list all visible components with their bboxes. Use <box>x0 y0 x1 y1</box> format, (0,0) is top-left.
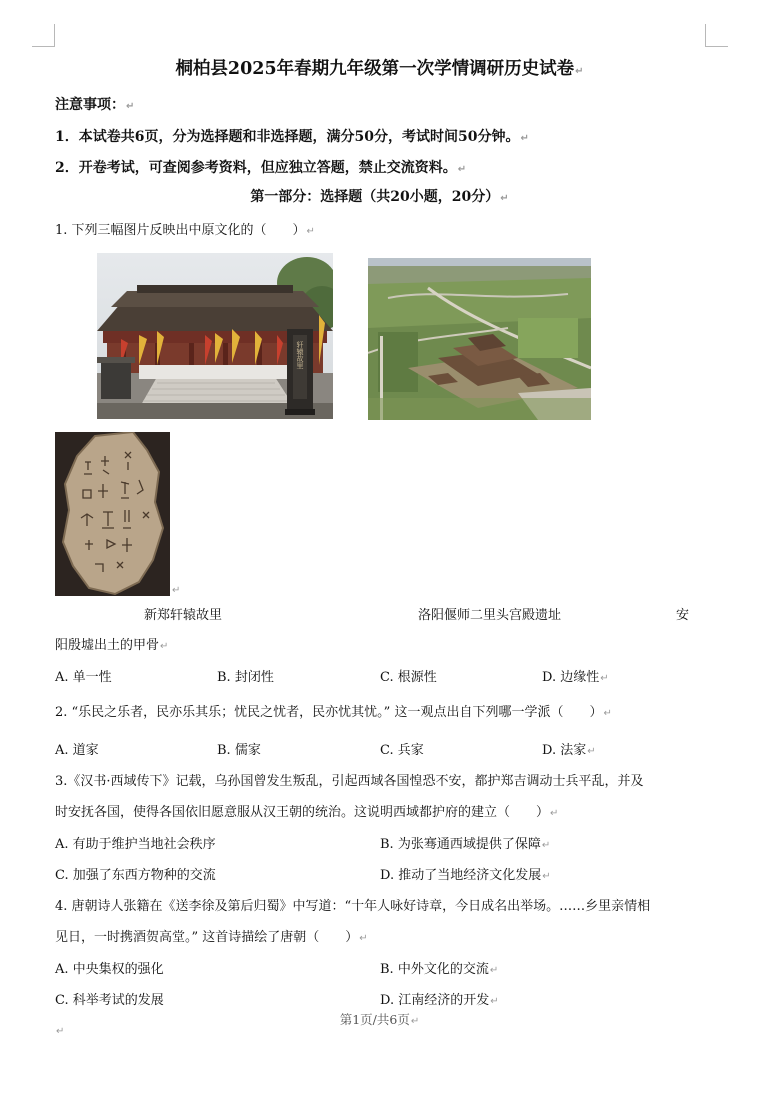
plaque-text: 轩辕故里 <box>296 341 304 369</box>
crop-mark-top-left <box>32 24 55 47</box>
q1-option-c[interactable]: C. 根源性 <box>380 670 437 685</box>
notice-item-2: 2．开卷考试，可查阅参考资料，但应独立答题，禁止交流资料。↵ <box>55 160 467 176</box>
caption-anyang-part1: 安 <box>676 608 690 623</box>
page-title: 桐柏县2025年春期九年级第一次学情调研历史试卷↵ <box>175 59 584 79</box>
paragraph-mark: ↵ <box>56 1026 65 1037</box>
q2-option-a[interactable]: A. 道家 <box>55 743 99 758</box>
q1-option-d[interactable]: D. 边缘性↵ <box>542 670 609 685</box>
q3-option-a[interactable]: A. 有助于维护当地社会秩序 <box>55 837 216 852</box>
q3-option-c[interactable]: C. 加强了东西方物种的交流 <box>55 868 216 883</box>
q4-option-b[interactable]: B. 中外文化的交流↵ <box>380 962 499 977</box>
q3-option-d[interactable]: D. 推动了当地经济文化发展↵ <box>380 868 551 883</box>
photo-xuanyuan-temple <box>97 253 333 419</box>
question-2-stem: 2. “乐民之乐者，民亦乐其乐；忧民之忧者，民亦忧其忧。” 这一观点出自下列哪一学派（ ）↵ <box>55 705 612 720</box>
section-title: 第一部分：选择题（共20小题，20分）↵ <box>250 189 509 205</box>
caption-xinzheng: 新郑轩辕故里 <box>144 608 223 623</box>
q1-option-b[interactable]: B. 封闭性 <box>217 670 274 685</box>
question-4-stem-line-1: 4. 唐朝诗人张籍在《送李徐及第后归蜀》中写道：“十年人咏好诗章，今日成名出举场。……乡里亲情相 <box>55 899 651 914</box>
question-3-stem-line-1: 3.《汉书·西域传下》记载，乌孙国曾发生叛乱，引起西域各国惶恐不安，都护郑吉调动士兵平乱，并及 <box>55 774 644 789</box>
paragraph-mark: ↵ <box>172 585 181 596</box>
caption-anyang-part2: 阳殷墟出土的甲骨↵ <box>55 638 169 653</box>
q3-option-b[interactable]: B. 为张骞通西域提供了保障↵ <box>380 837 551 852</box>
question-4-stem-line-2: 见日，一时携酒贺高堂。” 这首诗描绘了唐朝（ ）↵ <box>55 930 368 945</box>
q2-option-d[interactable]: D. 法家↵ <box>542 743 596 758</box>
question-3-stem-line-2: 时安抚各国，使得各国依旧愿意服从汉王朝的统治。这说明西域都护府的建立（ ）↵ <box>55 805 559 820</box>
q2-option-c[interactable]: C. 兵家 <box>380 743 424 758</box>
question-1-stem: 1. 下列三幅图片反映出中原文化的（ ）↵ <box>55 223 315 238</box>
q4-option-c[interactable]: C. 科举考试的发展 <box>55 993 164 1008</box>
crop-mark-top-right <box>705 24 728 47</box>
page-footer: 第1页/共6页↵ <box>339 1012 420 1027</box>
photo-oracle-bone <box>55 432 170 596</box>
q1-option-a[interactable]: A. 单一性 <box>55 670 112 685</box>
q4-option-a[interactable]: A. 中央集权的强化 <box>55 962 164 977</box>
caption-erlitou: 洛阳偃师二里头宫殿遗址 <box>418 608 562 623</box>
notice-heading: 注意事项：↵ <box>55 97 135 113</box>
photo-erlitou-palace-site <box>368 258 591 420</box>
q2-option-b[interactable]: B. 儒家 <box>217 743 261 758</box>
q4-option-d[interactable]: D. 江南经济的开发↵ <box>380 993 499 1008</box>
notice-item-1: 1．本试卷共6页，分为选择题和非选择题，满分50分，考试时间50分钟。↵ <box>55 129 529 145</box>
paragraph-mark: ↵ <box>575 66 584 77</box>
